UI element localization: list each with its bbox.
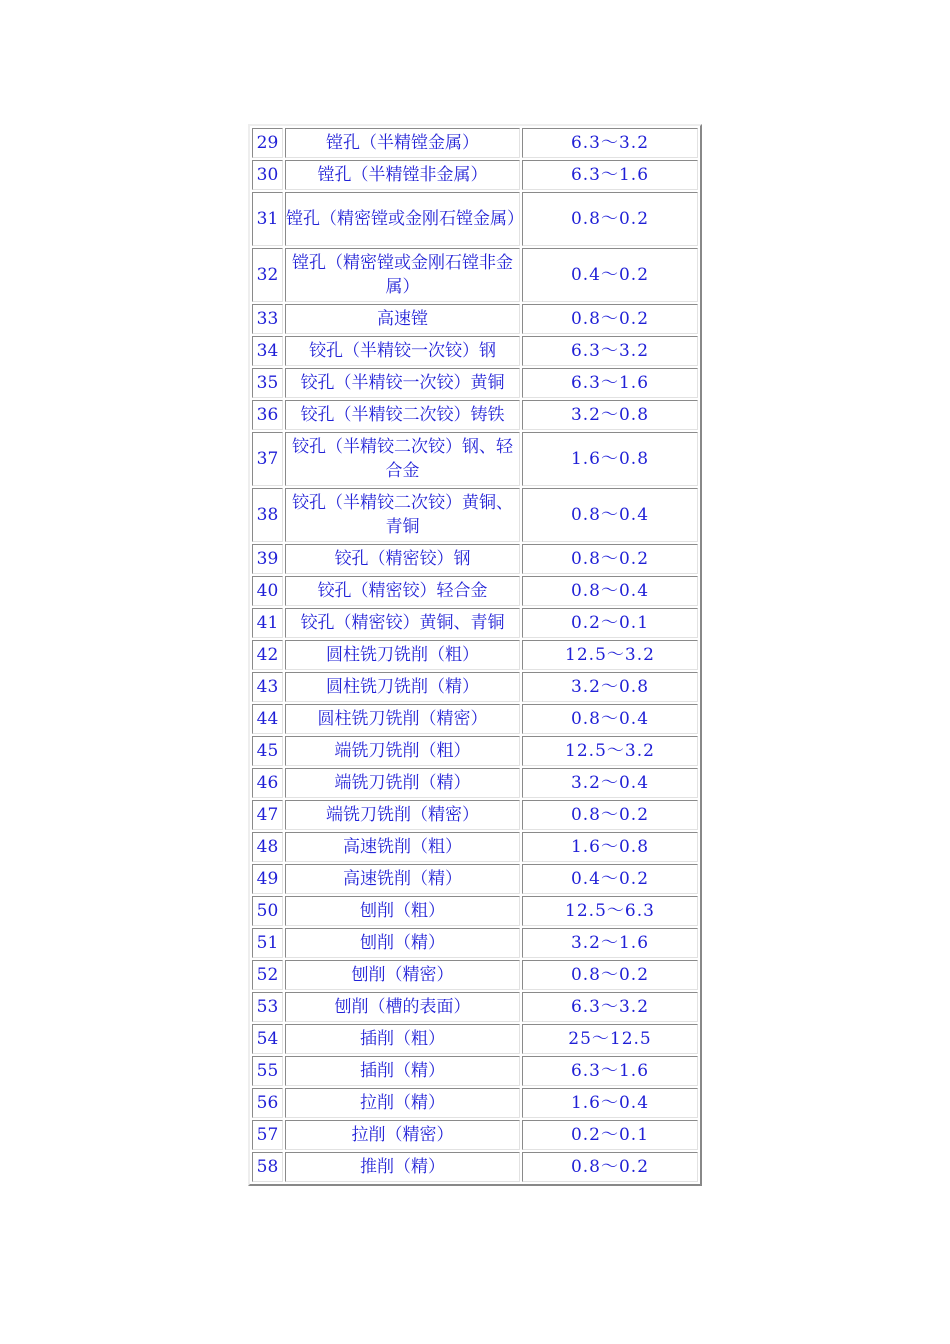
roughness-value-cell: 0.8～0.2 — [522, 192, 698, 246]
process-method-cell: 推削（精） — [285, 1152, 520, 1182]
table-row — [252, 488, 698, 542]
row-number-cell: 44 — [252, 704, 283, 734]
roughness-value-cell: 6.3～1.6 — [522, 160, 698, 190]
process-method-cell: 铰孔（精密铰）轻合金 — [285, 576, 520, 606]
table-row — [252, 864, 698, 894]
process-method-cell: 镗孔（半精镗非金属） — [285, 160, 520, 190]
process-method-cell: 刨削（槽的表面） — [285, 992, 520, 1022]
roughness-value-cell: 0.8～0.2 — [522, 304, 698, 334]
table-row — [252, 1088, 698, 1118]
table-row — [252, 248, 698, 302]
roughness-value-cell: 3.2～0.8 — [522, 400, 698, 430]
table-row — [252, 192, 698, 246]
row-number-cell: 39 — [252, 544, 283, 574]
table-row — [252, 672, 698, 702]
table-row — [252, 304, 698, 334]
roughness-value-cell: 0.2～0.1 — [522, 1120, 698, 1150]
table-row — [252, 736, 698, 766]
process-method-cell: 端铣刀铣削（精密） — [285, 800, 520, 830]
roughness-value-cell: 6.3～3.2 — [522, 128, 698, 158]
roughness-value-cell: 25～12.5 — [522, 1024, 698, 1054]
row-number-cell: 33 — [252, 304, 283, 334]
row-number-cell: 45 — [252, 736, 283, 766]
table-row — [252, 640, 698, 670]
roughness-value-cell: 6.3～3.2 — [522, 336, 698, 366]
process-method-cell: 高速铣削（粗） — [285, 832, 520, 862]
process-method-cell: 圆柱铣刀铣削（精密） — [285, 704, 520, 734]
row-number-cell: 34 — [252, 336, 283, 366]
roughness-value-cell: 6.3～3.2 — [522, 992, 698, 1022]
roughness-value-cell: 3.2～0.4 — [522, 768, 698, 798]
row-number-cell: 58 — [252, 1152, 283, 1182]
row-number-cell: 31 — [252, 192, 283, 246]
roughness-value-cell: 3.2～0.8 — [522, 672, 698, 702]
row-number-cell: 56 — [252, 1088, 283, 1118]
process-method-cell: 镗孔（精密镗或金刚石镗非金属） — [285, 248, 520, 302]
table-row — [252, 1056, 698, 1086]
table-row — [252, 1120, 698, 1150]
row-number-cell: 38 — [252, 488, 283, 542]
row-number-cell: 48 — [252, 832, 283, 862]
roughness-value-cell: 1.6～0.8 — [522, 432, 698, 486]
row-number-cell: 47 — [252, 800, 283, 830]
process-method-cell: 端铣刀铣削（粗） — [285, 736, 520, 766]
roughness-table — [250, 126, 700, 1184]
process-method-cell: 插削（粗） — [285, 1024, 520, 1054]
row-number-cell: 46 — [252, 768, 283, 798]
process-method-cell: 镗孔（精密镗或金刚石镗金属） — [285, 192, 520, 246]
table-row — [252, 576, 698, 606]
row-number-cell: 57 — [252, 1120, 283, 1150]
process-method-cell: 拉削（精密） — [285, 1120, 520, 1150]
row-number-cell: 50 — [252, 896, 283, 926]
table-row — [252, 400, 698, 430]
process-method-cell: 圆柱铣刀铣削（精） — [285, 672, 520, 702]
process-method-cell: 铰孔（半精铰二次铰）黄铜、青铜 — [285, 488, 520, 542]
table-row — [252, 1152, 698, 1182]
roughness-value-cell: 0.8～0.4 — [522, 704, 698, 734]
row-number-cell: 49 — [252, 864, 283, 894]
process-method-cell: 刨削（精密） — [285, 960, 520, 990]
process-method-cell: 刨削（精） — [285, 928, 520, 958]
table-row — [252, 896, 698, 926]
roughness-value-cell: 0.4～0.2 — [522, 248, 698, 302]
process-method-cell: 高速铣削（精） — [285, 864, 520, 894]
process-method-cell: 镗孔（半精镗金属） — [285, 128, 520, 158]
table-row — [252, 768, 698, 798]
row-number-cell: 30 — [252, 160, 283, 190]
table-row — [252, 992, 698, 1022]
roughness-value-cell: 1.6～0.8 — [522, 832, 698, 862]
process-method-cell: 圆柱铣刀铣削（粗） — [285, 640, 520, 670]
roughness-value-cell: 0.2～0.1 — [522, 608, 698, 638]
table-row — [252, 608, 698, 638]
roughness-value-cell: 6.3～1.6 — [522, 1056, 698, 1086]
table-row — [252, 544, 698, 574]
roughness-value-cell: 0.4～0.2 — [522, 864, 698, 894]
row-number-cell: 35 — [252, 368, 283, 398]
row-number-cell: 52 — [252, 960, 283, 990]
row-number-cell: 42 — [252, 640, 283, 670]
row-number-cell: 54 — [252, 1024, 283, 1054]
row-number-cell: 51 — [252, 928, 283, 958]
table-row — [252, 128, 698, 158]
process-method-cell: 铰孔（半精铰一次铰）钢 — [285, 336, 520, 366]
roughness-table-frame — [248, 124, 702, 1186]
table-row — [252, 160, 698, 190]
row-number-cell: 29 — [252, 128, 283, 158]
process-method-cell: 高速镗 — [285, 304, 520, 334]
process-method-cell: 铰孔（半精铰一次铰）黄铜 — [285, 368, 520, 398]
process-method-cell: 铰孔（精密铰）黄铜、青铜 — [285, 608, 520, 638]
roughness-value-cell: 1.6～0.4 — [522, 1088, 698, 1118]
table-row — [252, 832, 698, 862]
roughness-value-cell: 12.5～6.3 — [522, 896, 698, 926]
roughness-value-cell: 3.2～1.6 — [522, 928, 698, 958]
table-row — [252, 368, 698, 398]
process-method-cell: 拉削（精） — [285, 1088, 520, 1118]
roughness-value-cell: 0.8～0.2 — [522, 544, 698, 574]
row-number-cell: 41 — [252, 608, 283, 638]
table-row — [252, 960, 698, 990]
table-row — [252, 704, 698, 734]
roughness-value-cell: 0.8～0.4 — [522, 576, 698, 606]
row-number-cell: 37 — [252, 432, 283, 486]
row-number-cell: 53 — [252, 992, 283, 1022]
table-body — [252, 128, 698, 1182]
table-row — [252, 928, 698, 958]
row-number-cell: 40 — [252, 576, 283, 606]
process-method-cell: 端铣刀铣削（精） — [285, 768, 520, 798]
roughness-value-cell: 0.8～0.2 — [522, 1152, 698, 1182]
row-number-cell: 55 — [252, 1056, 283, 1086]
table-row — [252, 800, 698, 830]
roughness-value-cell: 0.8～0.2 — [522, 800, 698, 830]
table-row — [252, 1024, 698, 1054]
row-number-cell: 36 — [252, 400, 283, 430]
roughness-value-cell: 6.3～1.6 — [522, 368, 698, 398]
roughness-value-cell: 12.5～3.2 — [522, 640, 698, 670]
table-row — [252, 336, 698, 366]
process-method-cell: 铰孔（半精铰二次铰）钢、轻合金 — [285, 432, 520, 486]
process-method-cell: 刨削（粗） — [285, 896, 520, 926]
row-number-cell: 32 — [252, 248, 283, 302]
table-row — [252, 432, 698, 486]
process-method-cell: 铰孔（半精铰二次铰）铸铁 — [285, 400, 520, 430]
row-number-cell: 43 — [252, 672, 283, 702]
roughness-value-cell: 12.5～3.2 — [522, 736, 698, 766]
roughness-value-cell: 0.8～0.2 — [522, 960, 698, 990]
process-method-cell: 铰孔（精密铰）钢 — [285, 544, 520, 574]
process-method-cell: 插削（精） — [285, 1056, 520, 1086]
roughness-value-cell: 0.8～0.4 — [522, 488, 698, 542]
